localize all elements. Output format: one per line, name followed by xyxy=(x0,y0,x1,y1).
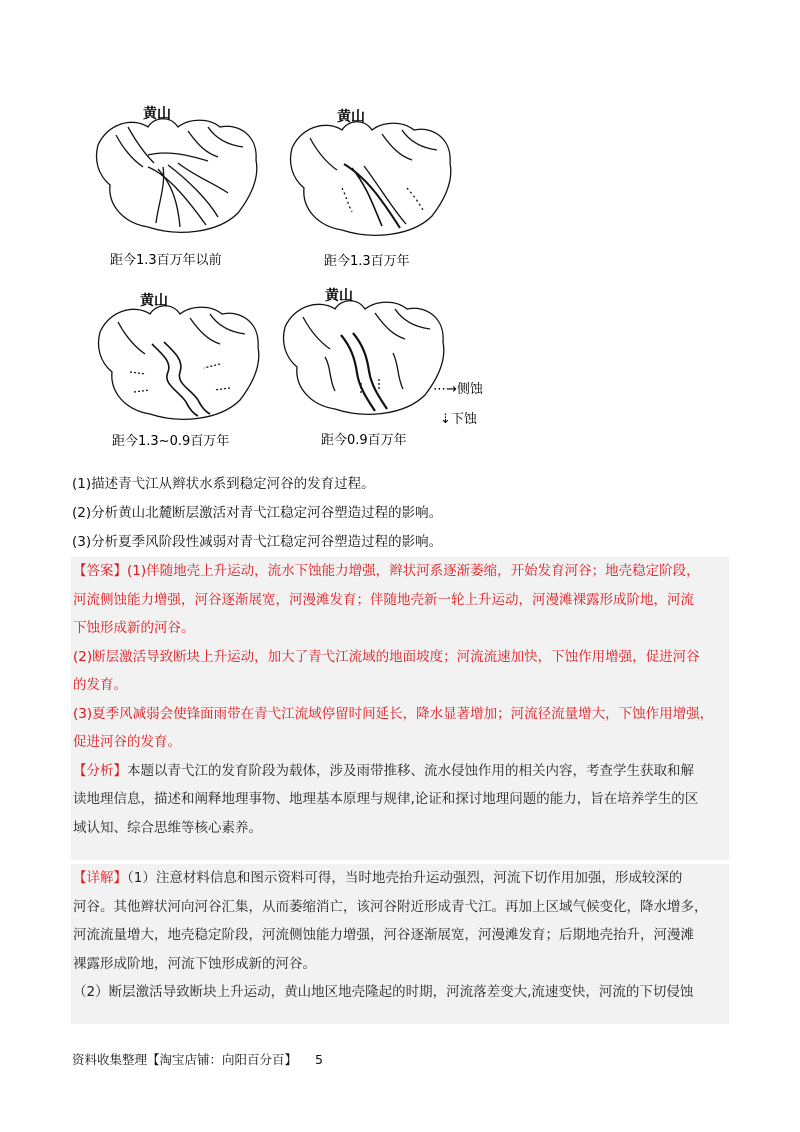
terrain-sketch xyxy=(90,292,270,427)
figure-caption: 距今1.3~0.9百万年 xyxy=(112,434,230,449)
legend-lateral-erosion xyxy=(433,378,483,397)
figure-1.3ma xyxy=(282,108,462,273)
legend-label: 侧蚀 xyxy=(456,382,483,397)
question-1: (1)描述青弋江从辫状水系到稳定河谷的发育过程。 xyxy=(72,476,375,492)
page-footer xyxy=(72,1050,323,1068)
question-3: (3)分析夏季风阶段性减弱对青弋江稳定河谷塑造过程的影响。 xyxy=(72,534,443,550)
answer-line: 【答案】(1)伴随地壳上升运动，流水下蚀能力增强，辫状河系逐渐萎缩，开始发育河谷；地壳稳定阶段， xyxy=(73,563,700,579)
figure-0.9ma xyxy=(275,287,455,452)
analysis-line: 读地理信息，描述和阐释地理事物、地理基本原理与规律,论证和探讨地理问题的能力，旨在培养学生的区 xyxy=(73,791,699,807)
analysis-tag: 【分析】 xyxy=(73,762,127,779)
answer-line: 的发育。 xyxy=(73,677,127,693)
terrain-sketch xyxy=(275,287,455,422)
footer-text: 资料收集整理【淘宝店铺：向阳百分百】 xyxy=(72,1052,298,1067)
figure-caption: 距今1.3百万年 xyxy=(324,254,410,269)
figure-title: 黄山 xyxy=(337,109,365,125)
answer-tag: 【答案】 xyxy=(73,563,127,579)
analysis-line: 域认知、综合思维等核心素养。 xyxy=(73,819,262,836)
detail-line: 【详解】（1）注意材料信息和图示资料可得，当时地壳抬升运动强烈，河流下切作用加强，形成较深的 xyxy=(73,870,683,886)
question-2: (2)分析黄山北麓断层激活对青弋江稳定河谷塑造过程的影响。 xyxy=(72,505,443,521)
terrain-sketch xyxy=(88,105,268,240)
figure-caption: 距今1.3百万年以前 xyxy=(110,253,222,268)
answer-line: 下蚀形成新的河谷。 xyxy=(73,620,195,636)
legend-downward-erosion xyxy=(440,408,477,427)
detail-tag: 【详解】 xyxy=(73,870,127,886)
detail-section xyxy=(71,864,729,1024)
answer-section xyxy=(71,557,729,860)
figure-title: 黄山 xyxy=(140,293,168,309)
detail-line: 河流流量增大，地壳稳定阶段，河流侧蚀能力增强，河谷逐渐展宽，河漫滩发育；后期地壳抬升，河漫滩 xyxy=(73,927,694,943)
figure-1.3-0.9ma xyxy=(90,292,270,457)
legend-label: 下蚀 xyxy=(450,412,477,427)
down-arrow-icon: ⇣ xyxy=(440,412,451,427)
dotted-arrow-icon: ⋯→ xyxy=(433,382,457,397)
figure-before-1.3ma xyxy=(88,105,268,270)
figure-title: 黄山 xyxy=(143,106,171,122)
answer-line: (3)夏季风减弱会使锋面雨带在青弋江流域停留时间延长，降水显著增加；河流径流量增大，下蚀作用增强， xyxy=(73,705,714,722)
answer-line: 河流侧蚀能力增强，河谷逐渐展宽，河漫滩发育；伴随地壳新一轮上升运动，河漫滩裸露形成阶地，河流 xyxy=(73,591,694,608)
answer-line: (2)断层激活导致断块上升运动，加大了青弋江流域的地面坡度；河流流速加快，下蚀作用增强，促进河谷 xyxy=(73,648,700,665)
page-number: 5 xyxy=(315,1052,323,1067)
figure-caption: 距今0.9百万年 xyxy=(321,433,407,448)
answer-line: 促进河谷的发育。 xyxy=(73,734,181,750)
detail-line: 裸露形成阶地，河流下蚀形成新的河谷。 xyxy=(73,955,316,972)
detail-line: 河谷。其他辫状河向河谷汇集，从而萎缩消亡，该河谷附近形成青弋江。再加上区域气候变化，降水增多， xyxy=(73,898,708,915)
terrain-sketch xyxy=(282,108,462,243)
figure-title: 黄山 xyxy=(325,288,353,304)
detail-line: （2）断层激活导致断块上升运动，黄山地区地壳隆起的时期，河流落差变大,流速变快，河流的下切侵蚀 xyxy=(73,984,694,1000)
analysis-line: 【分析】本题以青弋江的发育阶段为载体，涉及雨带推移、流水侵蚀作用的相关内容，考查学生获取和解 xyxy=(73,762,694,779)
